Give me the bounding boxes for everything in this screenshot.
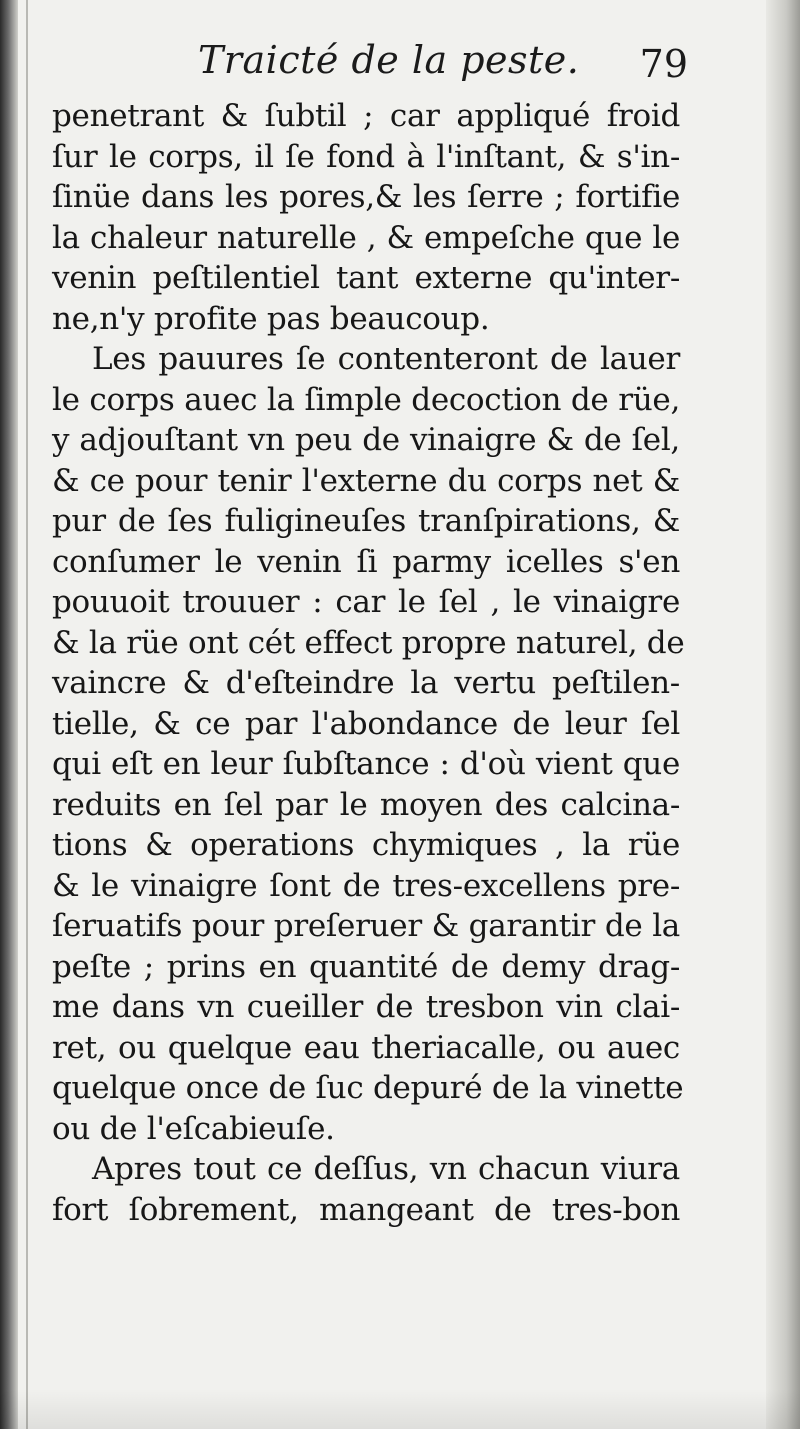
binding-shadow (0, 0, 18, 1429)
text-line: y adjouſtant vn peu de vinaigre & de ſel, (52, 422, 680, 458)
gutter-line (26, 0, 28, 1429)
text-line: pouuoit trouuer : car le ſel , le vinaigre (52, 584, 680, 620)
text-line: ſur le corps, il ſe fond à l'inſtant, & s'in- (52, 138, 680, 175)
text-line: conſumer le venin ſi parmy icelles s'en (52, 543, 680, 580)
text-line: & la rüe ont cét effect propre naturel, de (52, 624, 685, 661)
running-title: Traicté de la peste. (198, 38, 580, 82)
text-line: reduits en ſel par le moyen des calcina- (52, 786, 680, 823)
text-line: fort ſobrement, mangeant de tres-bon (52, 1191, 680, 1228)
page-edge-shadow (766, 0, 800, 1429)
text-line: me dans vn cueiller de tresbon vin clai- (52, 989, 680, 1025)
text-line: Apres tout ce deſſus, vn chacun viura (92, 1151, 680, 1187)
text-line: ſinüe dans les pores,& les ſerre ; fortifie (52, 179, 680, 215)
text-line: la chaleur naturelle , & empeſche que le (52, 219, 680, 256)
text-line: Les pauures ſe contenteront de lauer (92, 341, 680, 377)
text-line: ou de l'eſcabieuſe. (52, 1110, 335, 1147)
text-line: venin peſtilentiel tant externe qu'inter- (52, 260, 680, 296)
text-line: ret, ou quelque eau theriacalle, ou auec (52, 1029, 680, 1066)
text-line: qui eſt en leur ſubſtance : d'où vient que (52, 746, 680, 782)
text-line: tielle, & ce par l'abondance de leur ſel (52, 705, 680, 742)
text-line: peſte ; prins en quantité de demy drag- (52, 948, 680, 985)
page-number: 79 (639, 42, 688, 86)
bottom-shade (0, 1389, 800, 1429)
text-line: vaincre & d'eſteindre la vertu peſtilen- (52, 665, 680, 701)
page-header (60, 38, 690, 98)
text-line: ſeruatifs pour preſeruer & garantir de la (52, 908, 680, 944)
text-line: le corps auec la ſimple decoction de rüe, (52, 381, 680, 418)
text-line: quelque once de ſuc depuré de la vinette (52, 1070, 684, 1106)
text-line: pur de ſes fuligineuſes tranſpirations, & (52, 503, 680, 539)
text-line: & le vinaigre ſont de tres-excellens pre- (52, 867, 680, 904)
text-line: & ce pour tenir l'externe du corps net & (52, 462, 680, 499)
text-line: tions & operations chymiques , la rüe (52, 827, 680, 863)
text-line: penetrant & ſubtil ; car appliqué froid (52, 98, 680, 134)
body-text (52, 96, 685, 1230)
text-line: ne,n'y profite pas beaucoup. (52, 300, 490, 337)
